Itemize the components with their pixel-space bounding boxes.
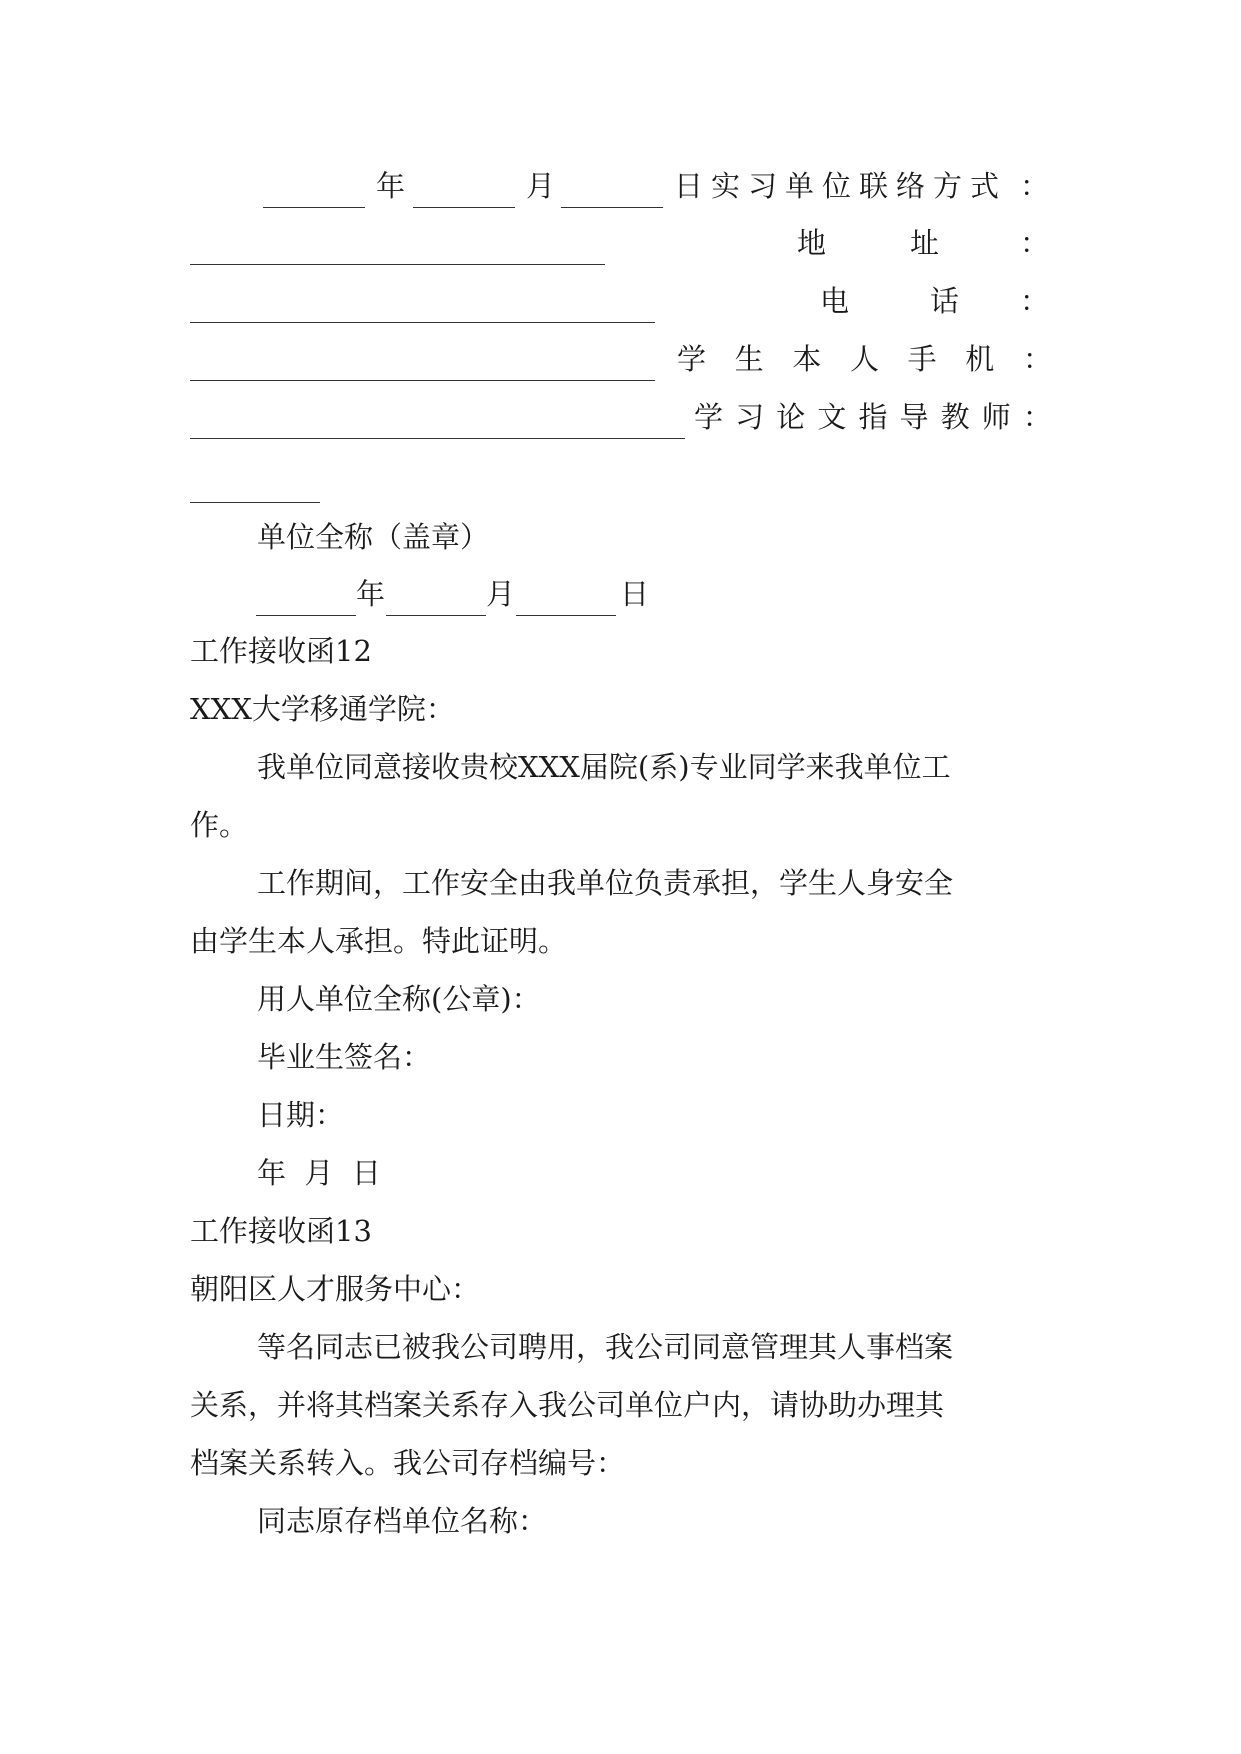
- short-blank: [190, 460, 320, 503]
- mobile-char: 手: [907, 342, 937, 376]
- month-label: 月: [526, 169, 556, 203]
- letter13-para1-line1: 等名同志已被我公司聘用，我公司同意管理其人事档案: [257, 1330, 954, 1364]
- advisor-colon: ：: [1022, 400, 1052, 434]
- thesis-advisor-row: [190, 396, 1052, 438]
- letter12-para2-line2: 由学生本人承担。特此证明。: [190, 924, 568, 958]
- sign-month-blank: [386, 573, 486, 616]
- address-blank: [190, 222, 605, 265]
- internship-contact-label: 日实习单位联络方式: [674, 169, 1008, 203]
- month-blank: [413, 165, 515, 208]
- sign-day-label: 日: [620, 577, 650, 611]
- day-blank: [561, 165, 663, 208]
- letter13-title: 工作接收函13: [190, 1214, 372, 1248]
- sign-month-label: 月: [486, 577, 516, 611]
- mobile-char: 本: [792, 342, 822, 376]
- letter12-salutation: XXX大学移通学院：: [190, 692, 455, 726]
- advisor-char: 指: [858, 400, 888, 434]
- thesis-advisor-label: [694, 396, 1052, 438]
- phone-colon: ：: [1020, 284, 1050, 318]
- advisor-char: 师: [981, 400, 1011, 434]
- letter12-para1-line2: 作。: [190, 808, 249, 842]
- letter13-salutation: 朝阳区人才服务中心：: [190, 1272, 481, 1306]
- sign-date-row: [190, 573, 1052, 615]
- advisor-blank: [190, 396, 685, 439]
- phone-char-2: 话: [930, 284, 960, 318]
- advisor-char: 教: [940, 400, 970, 434]
- mobile-blank: [190, 338, 655, 381]
- advisor-char: 论: [776, 400, 806, 434]
- student-mobile-row: [190, 338, 1052, 380]
- phone-row: [190, 280, 1052, 322]
- mobile-char: 学: [677, 342, 707, 376]
- sign-year-blank: [256, 573, 356, 616]
- colon: ：: [1020, 169, 1050, 203]
- sign-day-blank: [516, 573, 616, 616]
- letter12-para2-line1: 工作期间，工作安全由我单位负责承担，学生人身安全: [257, 866, 954, 900]
- employer-name-seal: 用人单位全称(公章)：: [257, 982, 541, 1016]
- mobile-colon: ：: [1022, 342, 1052, 376]
- address-colon: ：: [1020, 226, 1050, 260]
- unit-full-name-seal: 单位全称（盖章）: [257, 520, 490, 554]
- advisor-char: 文: [817, 400, 847, 434]
- mobile-char: 机: [965, 342, 995, 376]
- advisor-char: 学: [694, 400, 724, 434]
- mobile-char: 生: [734, 342, 764, 376]
- year-label: 年: [376, 169, 406, 203]
- year-blank: [263, 165, 365, 208]
- internship-contact-date-row: [190, 165, 1052, 207]
- original-archive-unit: 同志原存档单位名称：: [257, 1504, 548, 1538]
- address-char-2: 址: [910, 226, 940, 260]
- letter13-para1-line2: 关系，并将其档案关系存入我公司单位户内，请协助办理其: [190, 1388, 945, 1422]
- phone-char-1: 电: [820, 284, 850, 318]
- student-mobile-label: [677, 338, 1052, 380]
- sign-year-label: 年: [356, 577, 386, 611]
- graduate-signature: 毕业生签名：: [257, 1040, 432, 1074]
- phone-blank: [190, 280, 655, 323]
- address-char-1: 地: [797, 226, 827, 260]
- letter13-para1-line3: 档案关系转入。我公司存档编号：: [190, 1446, 626, 1480]
- mobile-char: 人: [849, 342, 879, 376]
- year-month-day: 年 月 日: [257, 1156, 381, 1190]
- letter12-para1-line1: 我单位同意接收贵校XXX届院(系)专业同学来我单位工: [257, 750, 951, 784]
- advisor-char: 导: [899, 400, 929, 434]
- date-label: 日期：: [257, 1098, 345, 1132]
- letter12-title: 工作接收函12: [190, 634, 372, 668]
- address-row: [190, 222, 1052, 264]
- advisor-blank-continued: [190, 460, 1052, 502]
- advisor-char: 习: [735, 400, 765, 434]
